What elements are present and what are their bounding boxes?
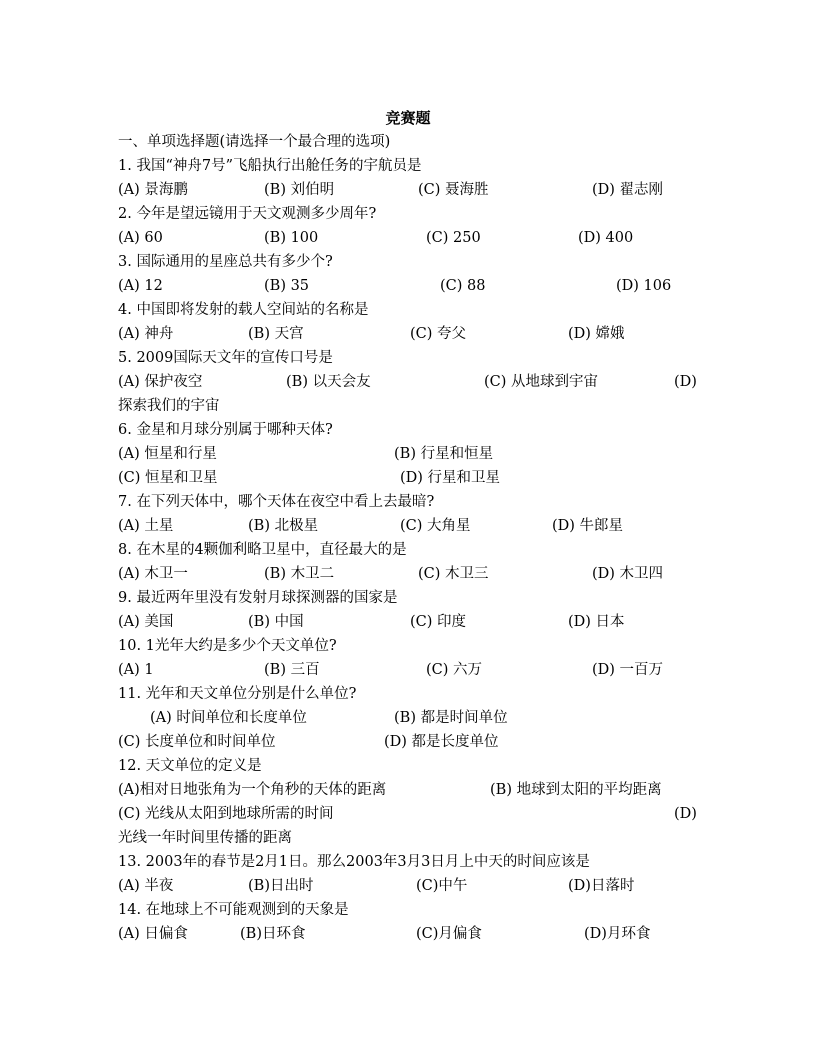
option-b: (B)日环食 xyxy=(240,926,306,942)
option-a: (A) 木卫一 xyxy=(118,566,188,582)
option-c: (C) 250 xyxy=(426,230,481,246)
option-d: (D) 牛郎星 xyxy=(552,518,624,534)
option-b: (B)日出时 xyxy=(248,878,314,894)
option-b: (B) 以天会友 xyxy=(286,374,371,390)
option-c: (C)月偏食 xyxy=(416,926,482,942)
option-c: (C) 木卫三 xyxy=(418,566,489,582)
question-5-option-d-continued: 探索我们的宇宙 xyxy=(118,398,220,414)
option-a: (A) 恒星和行星 xyxy=(118,446,217,462)
option-d: (D) xyxy=(674,374,697,390)
option-b: (B) 行星和恒星 xyxy=(394,446,494,462)
option-c: (C) 88 xyxy=(440,278,486,294)
option-a: (A) 12 xyxy=(118,278,163,294)
option-c: (C) 光线从太阳到地球所需的时间 xyxy=(118,806,334,822)
option-a: (A) 60 xyxy=(118,230,163,246)
question-9: 9. 最近两年里没有发射月球探测器的国家是 xyxy=(118,590,398,606)
question-5: 5. 2009国际天文年的宣传口号是 xyxy=(118,350,333,366)
option-b: (B) 地球到太阳的平均距离 xyxy=(490,782,662,798)
question-4: 4. 中国即将发射的载人空间站的名称是 xyxy=(118,302,369,318)
option-b: (B) 木卫二 xyxy=(264,566,335,582)
question-3: 3. 国际通用的星座总共有多少个? xyxy=(118,254,333,270)
option-a: (A) 保护夜空 xyxy=(118,374,203,390)
question-10: 10. 1光年大约是多少个天文单位? xyxy=(118,638,337,654)
option-d: (D) 日本 xyxy=(568,614,625,630)
question-12-option-d-continued: 光线一年时间里传播的距离 xyxy=(118,830,292,846)
option-a: (A) 景海鹏 xyxy=(118,182,188,198)
question-14: 14. 在地球上不可能观测到的天象是 xyxy=(118,902,349,918)
option-d: (D) 106 xyxy=(616,278,672,294)
option-c: (C) 聂海胜 xyxy=(418,182,489,198)
option-a: (A) 日偏食 xyxy=(118,926,188,942)
question-8: 8. 在木星的4颗伽利略卫星中，直径最大的是 xyxy=(118,542,407,558)
document-title: 竞赛题 xyxy=(385,109,431,127)
section-heading: 一、单项选择题(请选择一个最合理的选项) xyxy=(118,134,391,150)
option-b: (B) 北极星 xyxy=(248,518,319,534)
option-c: (C) 六万 xyxy=(426,662,483,678)
option-a: (A) 1 xyxy=(118,662,154,678)
option-a: (A) 神舟 xyxy=(118,326,174,342)
question-6: 6. 金星和月球分别属于哪种天体? xyxy=(118,422,333,438)
question-7: 7. 在下列天体中，哪个天体在夜空中看上去最暗? xyxy=(118,494,435,510)
option-c: (C) 恒星和卫星 xyxy=(118,470,218,486)
option-d: (D)日落时 xyxy=(568,878,635,894)
option-c: (C) 夸父 xyxy=(410,326,467,342)
question-1: 1. 我国“神舟7号”飞船执行出舱任务的宇航员是 xyxy=(118,158,422,174)
option-c: (C) 从地球到宇宙 xyxy=(484,374,599,390)
option-b: (B) 天宫 xyxy=(248,326,304,342)
option-b: (B) 35 xyxy=(264,278,310,294)
option-a: (A) 时间单位和长度单位 xyxy=(150,710,307,726)
option-b: (B) 中国 xyxy=(248,614,304,630)
option-c: (C) 长度单位和时间单位 xyxy=(118,734,276,750)
option-d: (D) 翟志刚 xyxy=(592,182,664,198)
option-b: (B) 都是时间单位 xyxy=(394,710,508,726)
option-b: (B) 三百 xyxy=(264,662,320,678)
option-b: (B) 100 xyxy=(264,230,319,246)
option-d: (D)月环食 xyxy=(584,926,651,942)
option-a: (A) 土星 xyxy=(118,518,174,534)
question-12: 12. 天文单位的定义是 xyxy=(118,758,262,774)
option-c: (C)中午 xyxy=(416,878,468,894)
option-d: (D) 嫦娥 xyxy=(568,326,625,342)
option-d: (D) 都是长度单位 xyxy=(384,734,499,750)
option-a: (A) 美国 xyxy=(118,614,174,630)
option-a: (A) 半夜 xyxy=(118,878,174,894)
question-11: 11. 光年和天文单位分别是什么单位? xyxy=(118,686,357,702)
option-c: (C) 大角星 xyxy=(400,518,471,534)
option-a: (A)相对日地张角为一个角秒的天体的距离 xyxy=(118,782,387,798)
option-b: (B) 刘伯明 xyxy=(264,182,335,198)
option-d: (D) 一百万 xyxy=(592,662,664,678)
option-d: (D) 行星和卫星 xyxy=(400,470,501,486)
option-d: (D) xyxy=(674,806,697,822)
question-13: 13. 2003年的春节是2月1日。那么2003年3月3日月上中天的时间应该是 xyxy=(118,854,590,870)
question-2: 2. 今年是望远镜用于天文观测多少周年? xyxy=(118,206,377,222)
option-d: (D) 木卫四 xyxy=(592,566,664,582)
option-d: (D) 400 xyxy=(578,230,634,246)
option-c: (C) 印度 xyxy=(410,614,467,630)
